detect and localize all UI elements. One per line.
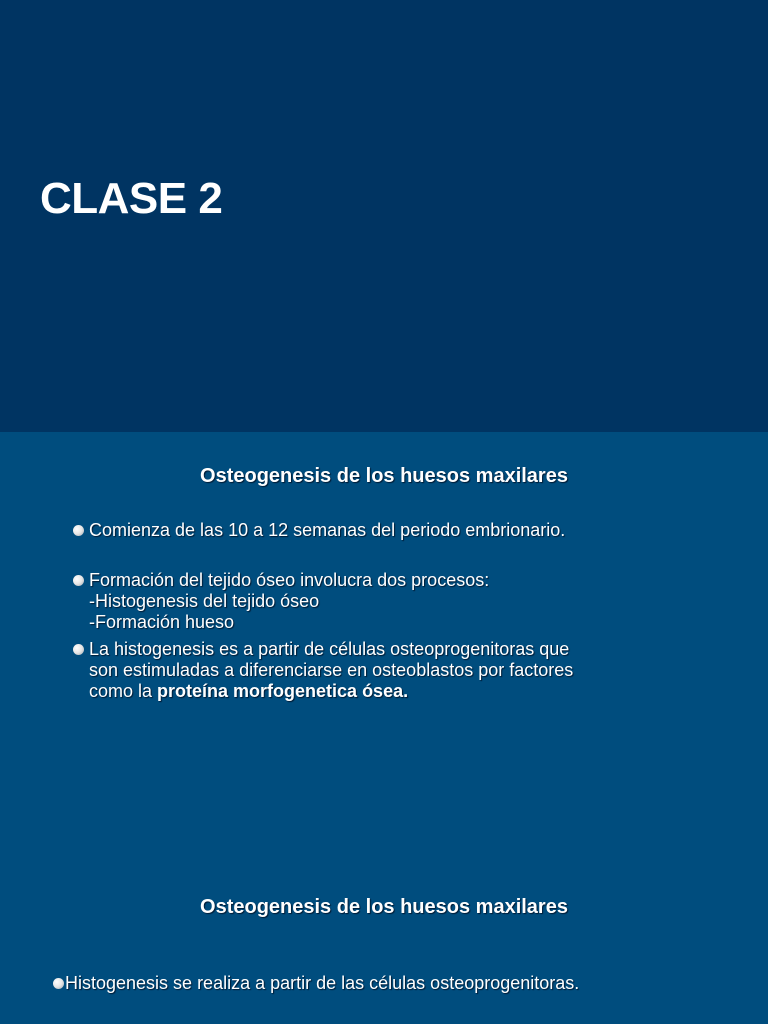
bullet-text-line — [89, 681, 712, 702]
section-heading: Osteogenesis de los huesos maxilares — [200, 896, 568, 918]
list-item — [72, 570, 712, 633]
bullet-list — [72, 570, 712, 633]
slide-title: CLASE 2 — [40, 174, 223, 223]
bullet-subtext: -Histogenesis del tejido óseo — [89, 591, 320, 611]
bullet-text: Formación del tejido óseo involucra dos procesos: — [89, 570, 490, 590]
bullet-list — [72, 639, 712, 702]
bullet-dot-icon — [73, 644, 84, 655]
bullet-list — [72, 520, 712, 541]
section-heading: Osteogenesis de los huesos maxilares — [200, 465, 568, 487]
bold-term: proteína morfogenetica ósea. — [157, 681, 409, 701]
bullet-text: Comienza de las 10 a 12 semanas del periodo embrionario. — [89, 520, 566, 540]
list-item — [72, 639, 712, 702]
bullet-text: son estimuladas a diferenciarse en osteoblastos por factores — [89, 660, 574, 680]
bullet-dot-icon — [53, 978, 64, 989]
bullet-text: como la — [89, 681, 158, 701]
bullet-text: La histogenesis es a partir de células osteoprogenitoras que — [89, 639, 570, 659]
bullet-dot-icon — [73, 525, 84, 536]
bullet-text: Histogenesis se realiza a partir de las células osteoprogenitoras. — [65, 973, 580, 993]
bullet-dot-icon — [73, 575, 84, 586]
list-item — [72, 520, 712, 541]
title-slide — [0, 0, 768, 432]
bullet-list — [52, 973, 752, 994]
content-slide — [0, 432, 768, 1024]
bullet-subtext: -Formación hueso — [89, 612, 235, 632]
list-item — [52, 973, 752, 994]
